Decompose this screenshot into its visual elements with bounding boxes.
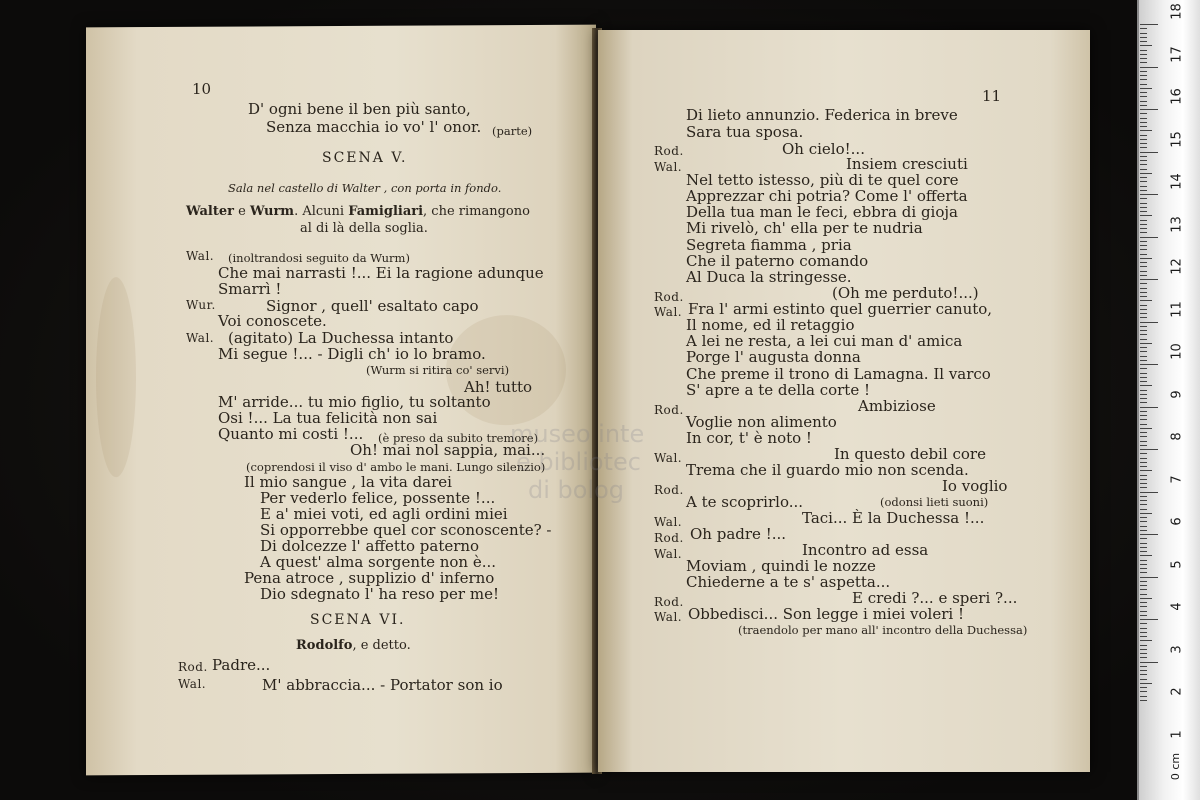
speaker-label: Rod. [654,595,684,609]
ruler-tick [1140,45,1152,46]
library-watermark [470,420,644,504]
ruler-tick [1140,670,1147,671]
ruler-tick [1140,143,1147,144]
verse-line: Osi !... La tua felicità non sai [218,409,438,427]
verse-line: Che il paterno comando [686,252,869,270]
ruler-number: 10 [1169,343,1185,360]
verse-line: Mi segue !... - Digli ch' io lo bramo. [218,345,486,363]
character-list-cont: al di là della soglia. [300,221,428,236]
stage-direction: (traendolo per mano all' incontro della Duchessa) [738,623,1028,637]
ruler-tick [1140,628,1147,629]
ruler-tick [1140,160,1147,161]
ruler-tick [1140,449,1158,450]
ruler-tick [1140,262,1147,263]
ruler-tick [1140,657,1147,658]
ruler-tick [1140,653,1147,654]
ruler-tick [1140,181,1147,182]
ruler-tick [1140,492,1158,493]
ruler-tick [1140,611,1147,612]
speaker-label: Wal. [654,610,683,624]
verse-line: Mi rivelò, ch' ella per te nudria [686,219,923,237]
ruler-tick [1140,475,1147,476]
ruler-tick [1140,534,1158,535]
ruler-tick [1140,521,1147,522]
ruler-tick [1140,479,1147,480]
ruler-tick [1140,513,1152,514]
ruler-tick [1140,577,1158,578]
ruler-tick [1140,504,1147,505]
ruler-tick [1140,356,1147,357]
verse-line: Senza macchia io vo' l' onor. [266,118,482,136]
ruler-tick [1140,279,1158,280]
verse-line: Di dolcezze l' affetto paterno [260,537,480,555]
ruler-tick [1140,696,1147,697]
verse-line: Che preme il trono di Lamagna. Il varco [686,365,991,383]
verse-line: Nel tetto istesso, più di te quel core [686,171,959,189]
ruler-tick [1140,674,1147,675]
verse-line: Porge l' augusta donna [686,348,861,366]
ruler-tick [1140,636,1147,637]
ruler-tick [1140,530,1147,531]
scene-heading: SCENA V. [322,150,408,166]
ruler-tick [1140,470,1152,471]
ruler-tick [1140,343,1152,344]
ruler-number: 9 [1169,389,1185,399]
ruler-tick [1140,334,1147,335]
ruler-tick [1140,330,1147,331]
ruler-tick [1140,211,1147,212]
verse-line: A te scoprirlo... [686,493,804,511]
ruler-tick [1140,75,1147,76]
ruler-number: 6 [1169,517,1185,526]
ruler-tick [1140,28,1147,29]
ruler-tick [1140,385,1152,386]
verse-line: Moviam , quindi le nozze [686,557,876,575]
ruler-tick [1140,500,1147,501]
watermark-line: di bolog [528,476,625,504]
ruler-tick [1140,50,1147,51]
stage-direction: (è preso da subito tremore) [378,431,539,445]
ruler-tick [1140,564,1147,565]
ruler-tick [1140,594,1147,595]
ruler-tick [1140,88,1152,89]
text-fragment: e [233,204,250,219]
ruler-tick [1140,581,1147,582]
ruler-tick [1140,687,1147,688]
ruler-tick [1140,509,1147,510]
ruler-tick [1140,194,1158,195]
measurement-ruler [1137,0,1200,800]
ruler-tick [1140,326,1147,327]
ruler-tick [1140,538,1147,539]
verse-line: Oh padre !... [690,525,787,543]
speaker-label: Rod. [654,403,684,417]
ruler-tick [1140,402,1147,403]
ruler-tick [1140,101,1147,102]
ruler-tick [1140,241,1147,242]
ruler-tick [1140,424,1147,425]
scene-heading: SCENA VI. [310,612,406,628]
ruler-tick [1140,207,1147,208]
ruler-tick [1140,96,1147,97]
verse-line: Dio sdegnato l' ha reso per me! [260,585,499,603]
ruler-tick [1140,602,1147,603]
ruler-tick [1140,186,1147,187]
ruler-tick [1140,33,1147,34]
page-number: 11 [982,87,1002,105]
ruler-tick [1140,415,1147,416]
ruler-number: 1 [1169,729,1185,739]
ruler-number: 15 [1169,130,1185,148]
ruler-tick [1140,317,1147,318]
verse-line: Obbedisci... Son legge i miei voleri ! [688,605,964,623]
ruler-tick [1140,632,1147,633]
ruler-tick [1140,156,1147,157]
ruler-tick [1140,71,1147,72]
speaker-label: Wal. [654,451,683,465]
character-name: Walter [186,204,234,219]
ruler-tick [1140,37,1147,38]
ruler-tick [1140,496,1147,497]
ruler-tick [1140,517,1147,518]
ruler-tick [1140,135,1147,136]
verse-line: E a' miei voti, ed agli ordini miei [260,505,508,523]
ruler-tick [1140,487,1147,488]
verse-line: Chiederne a te s' aspetta... [686,573,891,591]
verse-line: Si opporrebbe quel cor sconoscente? - [260,521,552,539]
ruler-number: 11 [1169,300,1185,318]
ruler-tick [1140,122,1147,123]
ruler-tick [1140,305,1147,306]
ruler-tick [1140,483,1147,484]
ruler-number: 2 [1169,687,1185,696]
ruler-tick [1140,351,1147,352]
ruler-tick [1140,339,1147,340]
ruler-tick [1140,589,1147,590]
ruler-number: 8 [1169,432,1185,441]
ruler-number: 16 [1169,88,1185,105]
ruler-tick [1140,84,1147,85]
stage-direction: (parte) [492,124,533,138]
verse-line: Oh cielo!... [782,140,865,158]
verse-line: Ah! tutto [464,378,533,396]
paper-stain [96,277,136,477]
ruler-tick [1140,164,1147,165]
verse-line: Segreta fiamma , pria [686,236,852,254]
character-name: Rodolfo [296,638,353,653]
speaker-label: Wal. [654,547,683,561]
ruler-tick [1140,283,1147,284]
ruler-tick [1140,271,1147,272]
ruler-tick [1140,300,1152,301]
ruler-tick [1140,288,1147,289]
ruler-tick [1140,309,1147,310]
character-list [296,638,411,654]
ruler-tick [1140,275,1147,276]
ruler-tick [1140,619,1158,620]
ruler-tick [1140,453,1147,454]
character-name: Wurm [249,204,295,219]
ruler-tick [1140,313,1147,314]
ruler-tick [1140,360,1147,361]
verse-line: D' ogni bene il ben più santo, [248,100,471,118]
verse-line: Al Duca la stringesse. [686,268,852,286]
ruler-tick [1140,666,1147,667]
ruler-tick [1140,296,1147,297]
ruler-tick [1140,606,1147,607]
speaker-label: Wal. [654,515,683,529]
verse-line: Sara tua sposa. [686,123,804,141]
stage-direction: (coprendosi il viso d' ambo le mani. Lungo silenzio) [246,460,546,474]
ruler-tick [1140,228,1147,229]
ruler-tick [1140,113,1147,114]
verse-line: In questo debil core [834,445,986,463]
text-fragment: , e detto. [352,638,411,653]
character-name: Famigliari [348,204,424,219]
ruler-tick [1140,62,1147,63]
verse-line: Smarrì ! [218,280,282,298]
stage-direction: (odonsi lieti suoni) [880,495,989,509]
ruler-tick [1140,266,1147,267]
ruler-tick [1140,458,1147,459]
ruler-tick [1140,700,1147,701]
ruler-tick [1140,394,1147,395]
ruler-tick [1140,373,1147,374]
ruler-tick [1140,368,1147,369]
ruler-tick [1140,572,1147,573]
ruler-tick [1140,139,1147,140]
ruler-tick [1140,466,1147,467]
text-fragment: , che rimangono [423,204,530,219]
ruler-tick [1140,377,1147,378]
verse-line: Per vederlo felice, possente !... [260,489,496,507]
ruler-tick [1140,598,1152,599]
ruler-tick [1140,560,1147,561]
ruler-tick [1140,649,1147,650]
ruler-tick [1140,118,1147,119]
ruler-tick [1140,203,1147,204]
ruler-number: 3 [1169,644,1185,654]
ruler-tick [1140,130,1152,131]
ruler-tick [1140,152,1158,153]
verse-line: Taci... È la Duchessa !... [802,509,985,527]
verse-line: Padre... [212,656,271,674]
speaker-label: Rod. [654,531,684,545]
ruler-tick [1140,419,1147,420]
ruler-tick [1140,215,1152,216]
verse-line: Di lieto annunzio. Federica in breve [686,106,958,124]
ruler-tick [1140,547,1147,548]
verse-line: (Oh me perduto!...) [832,284,979,302]
scene-setting: Sala nel castello di Walter , con porta in fondo. [228,181,502,195]
character-list [186,204,530,220]
verse-line: Pena atroce , supplizio d' inferno [244,569,495,587]
text-fragment: . Alcuni [294,204,349,219]
ruler-tick [1140,691,1147,692]
ruler-tick [1140,79,1147,80]
ruler-tick [1140,173,1152,174]
ruler-tick [1140,198,1147,199]
ruler-tick [1140,109,1158,110]
ruler-tick [1140,232,1147,233]
ruler-tick [1140,543,1147,544]
ruler-tick [1140,147,1147,148]
verse-line: Ambiziose [858,397,936,415]
ruler-tick [1140,258,1152,259]
verse-line: Fra l' armi estinto quel guerrier canuto, [688,300,993,318]
ruler-tick [1140,105,1147,106]
ruler-tick [1140,683,1152,684]
ruler-tick [1140,224,1147,225]
ruler-number: 5 [1169,559,1185,569]
ruler-tick [1140,67,1158,68]
ruler-number: 14 [1169,173,1185,190]
verse-line: Oh! mai nol sappia, mai... [350,441,546,459]
ruler-tick [1140,292,1147,293]
ruler-tick [1140,615,1147,616]
ruler-number: 4 [1169,602,1185,611]
ruler-tick [1140,411,1147,412]
ruler-tick [1140,441,1147,442]
ruler-tick [1140,245,1147,246]
ruler-tick [1140,645,1147,646]
speaker-label: Rod. [178,660,208,674]
verse-line: Io voglio [942,477,1008,495]
speaker-label: Wal. [654,305,683,319]
ruler-tick [1140,555,1152,556]
verse-line: E credi ?... e speri ?... [852,589,1018,607]
verse-line: Il nome, ed il retaggio [686,316,855,334]
watermark-line: e bibliotec [516,448,641,476]
verse-line: S' apre a te della corte ! [686,381,870,399]
speaker-label: Wal. [654,160,683,174]
ruler-tick [1140,407,1158,408]
ruler-tick [1140,428,1152,429]
ruler-tick [1140,364,1158,365]
ruler-tick [1140,381,1147,382]
ruler-tick [1140,436,1147,437]
verse-line: Quanto mi costi !... [218,425,364,443]
ruler-tick [1140,220,1147,221]
ruler-tick [1140,551,1147,552]
verse-line: Voglie non alimento [686,413,837,431]
ruler-tick [1140,662,1158,663]
ruler-tick [1140,679,1147,680]
speaker-label: Rod. [654,483,684,497]
verse-line: Voi conoscete. [218,312,327,330]
verse-line: Il mio sangue , la vita darei [244,473,452,491]
ruler-tick [1140,526,1147,527]
ruler-tick [1140,190,1147,191]
ruler-number: 18 [1169,3,1185,20]
verse-line: Trema che il guardo mio non scenda. [686,461,969,479]
ruler-tick [1140,237,1158,238]
verse-line: A lei ne resta, a lei cui man d' amica [686,332,963,350]
speaker-label: Wal. [178,677,207,691]
verse-line: (agitato) La Duchessa intanto [228,329,454,347]
verse-line: M' abbraccia... - Portator son io [262,676,503,694]
stage-direction: (Wurm si ritira co' servi) [366,363,510,377]
ruler-tick [1140,398,1147,399]
ruler-tick [1140,54,1147,55]
speaker-label: Rod. [654,290,684,304]
ruler-tick [1140,585,1147,586]
speaker-label: Wal. [186,249,215,263]
ruler-tick [1140,58,1147,59]
ruler-tick [1140,390,1147,391]
ruler-tick [1140,347,1147,348]
ruler-tick [1140,445,1147,446]
ruler-tick [1140,177,1147,178]
ruler-tick [1140,169,1147,170]
ruler-tick [1140,640,1152,641]
speaker-label: Wur. [186,298,216,312]
verse-line: A quest' alma sorgente non è... [260,553,497,571]
verse-line: In cor, t' è noto ! [686,429,812,447]
ruler-tick [1140,254,1147,255]
ruler-tick [1140,432,1147,433]
ruler-number: 17 [1169,45,1185,63]
watermark-line: museo inte [510,420,645,448]
ruler-tick [1140,322,1158,323]
page-number: 10 [192,80,212,98]
ruler-tick [1140,249,1147,250]
verse-line: Incontro ad essa [802,541,929,559]
speaker-label: Rod. [654,144,684,158]
ruler-tick [1140,568,1147,569]
ruler-number: 13 [1169,215,1185,233]
verse-line: M' arride... tu mio figlio, tu soltanto [218,393,491,411]
ruler-tick [1140,41,1147,42]
stage-direction: (inoltrandosi seguito da Wurm) [228,251,410,265]
ruler-unit-label: 0 cm [1169,752,1183,781]
ruler-tick [1140,623,1147,624]
verse-line: Signor , quell' esaltato capo [266,297,479,315]
verse-line: Che mai narrasti !... Ei la ragione adunque [218,264,544,282]
verse-line: Della tua man le feci, ebbra di gioja [686,203,958,221]
ruler-number: 12 [1169,258,1185,275]
ruler-tick [1140,126,1147,127]
verse-line: Insiem cresciuti [846,155,968,173]
verse-line: Apprezzar chi potria? Come l' offerta [686,187,968,205]
ruler-tick [1140,462,1147,463]
speaker-label: Wal. [186,331,215,345]
ruler-tick [1140,92,1147,93]
ruler-tick [1140,24,1158,25]
ruler-number: 7 [1169,474,1185,484]
